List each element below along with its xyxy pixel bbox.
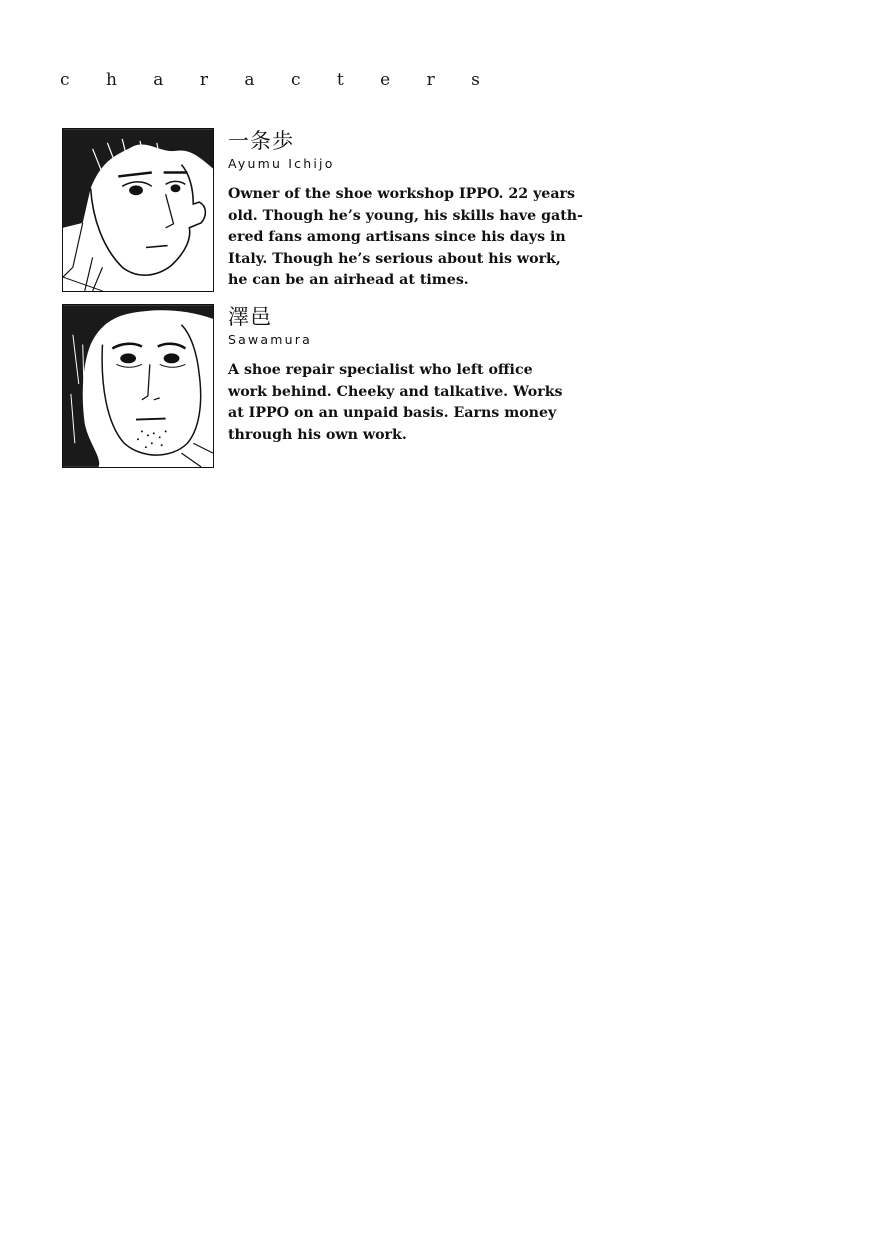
heading-letter: a [153, 70, 164, 90]
description-line: at IPPO on an unpaid basis. Earns money [228, 405, 557, 421]
heading-letter: c [290, 70, 301, 90]
character-name-kanji: 澤邑 [228, 305, 272, 329]
heading-letter: r [426, 70, 435, 90]
description-line: ered fans among artisans since his days in [228, 229, 566, 245]
description-line: work behind. Cheeky and talkative. Works [228, 383, 563, 400]
description-line: old. Though he’s young, his skills have gath- [228, 207, 583, 224]
description-line: Italy. Though he’s serious about his work, [228, 250, 561, 267]
description-line: A shoe repair specialist who left office [228, 362, 533, 378]
page-heading [60, 66, 480, 94]
character-name-romaji: Ayumu Ichijo [228, 156, 335, 171]
heading-letter: r [199, 70, 208, 90]
heading-letter: e [380, 70, 391, 90]
character-name-kanji: 一条歩 [228, 129, 294, 153]
description-line: Owner of the shoe workshop IPPO. 22 years [228, 186, 575, 202]
character-info-ayumu [228, 128, 588, 292]
description-line: through his own work. [228, 426, 407, 443]
heading-letter: s [471, 70, 480, 90]
heading-letter: a [244, 70, 255, 90]
heading-letter: t [336, 70, 344, 90]
heading-letter: h [105, 70, 117, 90]
character-description [228, 360, 588, 446]
description-line: he can be an airhead at times. [228, 272, 469, 288]
portrait-sawamura-drawing [63, 305, 213, 467]
portrait-ayumu-drawing [63, 129, 213, 291]
character-entry-sawamura [62, 304, 622, 470]
character-info-sawamura [228, 304, 588, 446]
character-description [228, 184, 588, 292]
portrait-ayumu [62, 128, 214, 292]
heading-letter: c [60, 70, 70, 90]
character-entry-ayumu [62, 128, 622, 294]
character-name-romaji: Sawamura [228, 332, 312, 347]
portrait-sawamura [62, 304, 214, 468]
